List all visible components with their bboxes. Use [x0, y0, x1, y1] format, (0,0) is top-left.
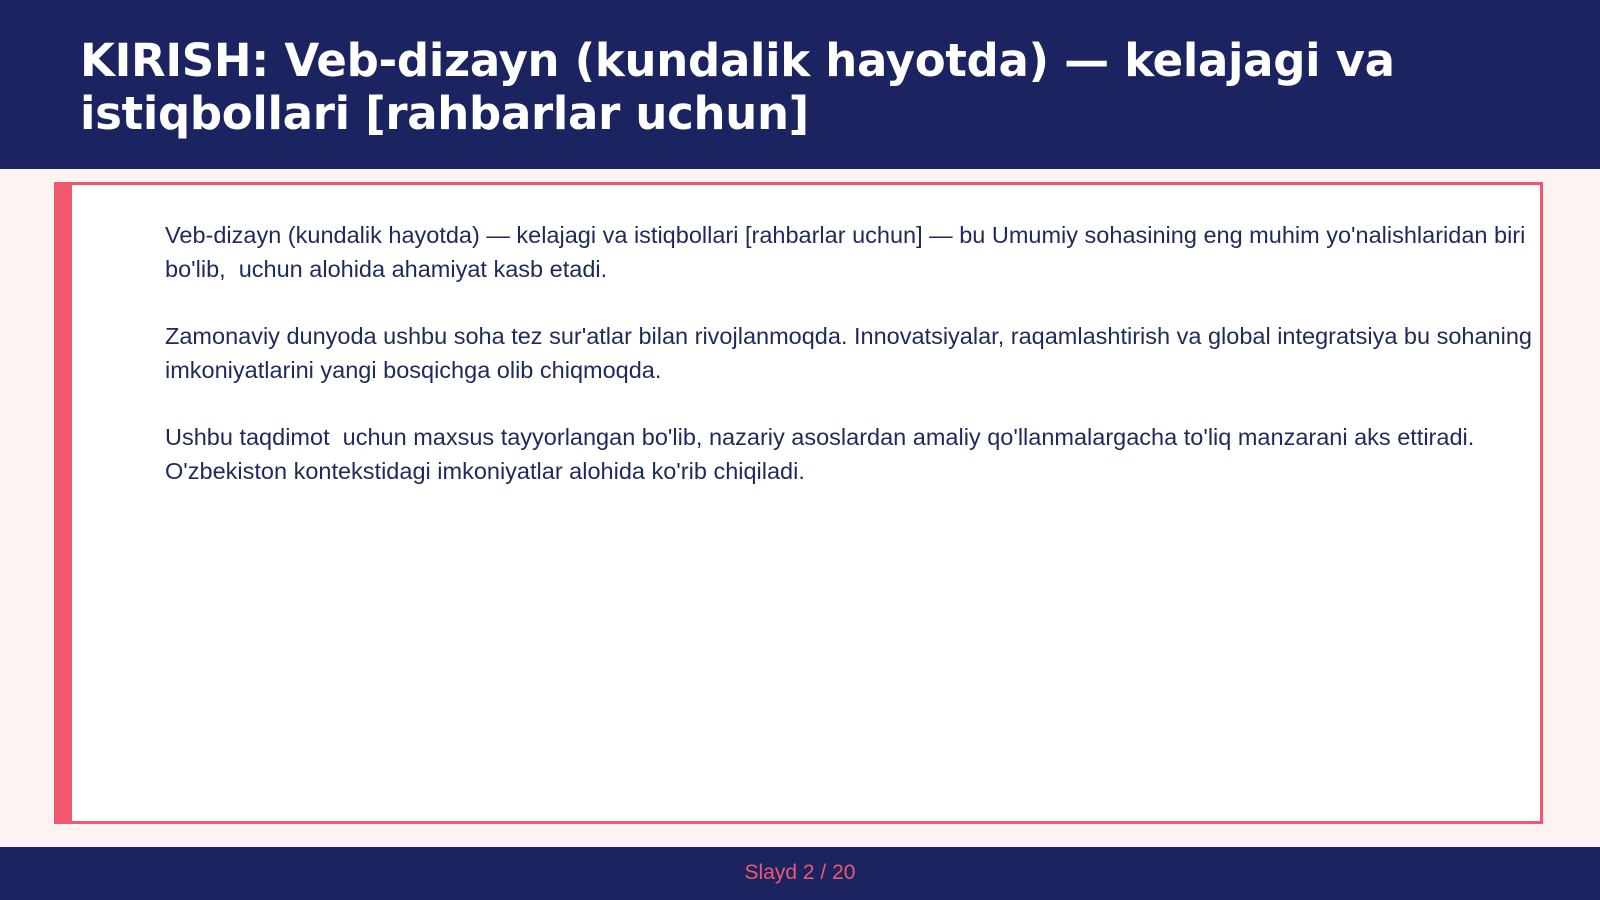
paragraph-modern-world: Zamonaviy dunyoda ushbu soha tez sur'atlar bilan rivojlanmoqda. Innovatsiyalar, raqamlashtirish va global integratsiya bu sohaning imkoniyatlarini yangi bosqichga olib chiqmoqda. — [165, 323, 1539, 383]
slide-body — [165, 218, 1539, 521]
slide-footer — [0, 847, 1600, 900]
paragraph-presentation: Ushbu taqdimot uchun maxsus tayyorlangan bo'lib, nazariy asoslardan amaliy qo'llanmalargacha to'liq manzarani aks ettiradi. O'zbekiston kontekstidagi imkoniyatlar alohida ko'rib chiqiladi. — [165, 424, 1481, 484]
slide-title: KIRISH: Veb-dizayn (kundalik hayotda) — kelajagi va istiqbollari [rahbarlar uchun] — [80, 34, 1395, 140]
slide-header — [0, 0, 1600, 169]
paragraph-intro: Veb-dizayn (kundalik hayotda) — kelajagi va istiqbollari [rahbarlar uchun] — bu Umumiy sohasining eng muhim yo'nalishlaridan biri bo'lib, uchun alohida ahamiyat kasb etadi. — [165, 222, 1532, 282]
slide-counter: Slayd 2 / 20 — [744, 861, 856, 884]
content-box — [54, 182, 1543, 824]
